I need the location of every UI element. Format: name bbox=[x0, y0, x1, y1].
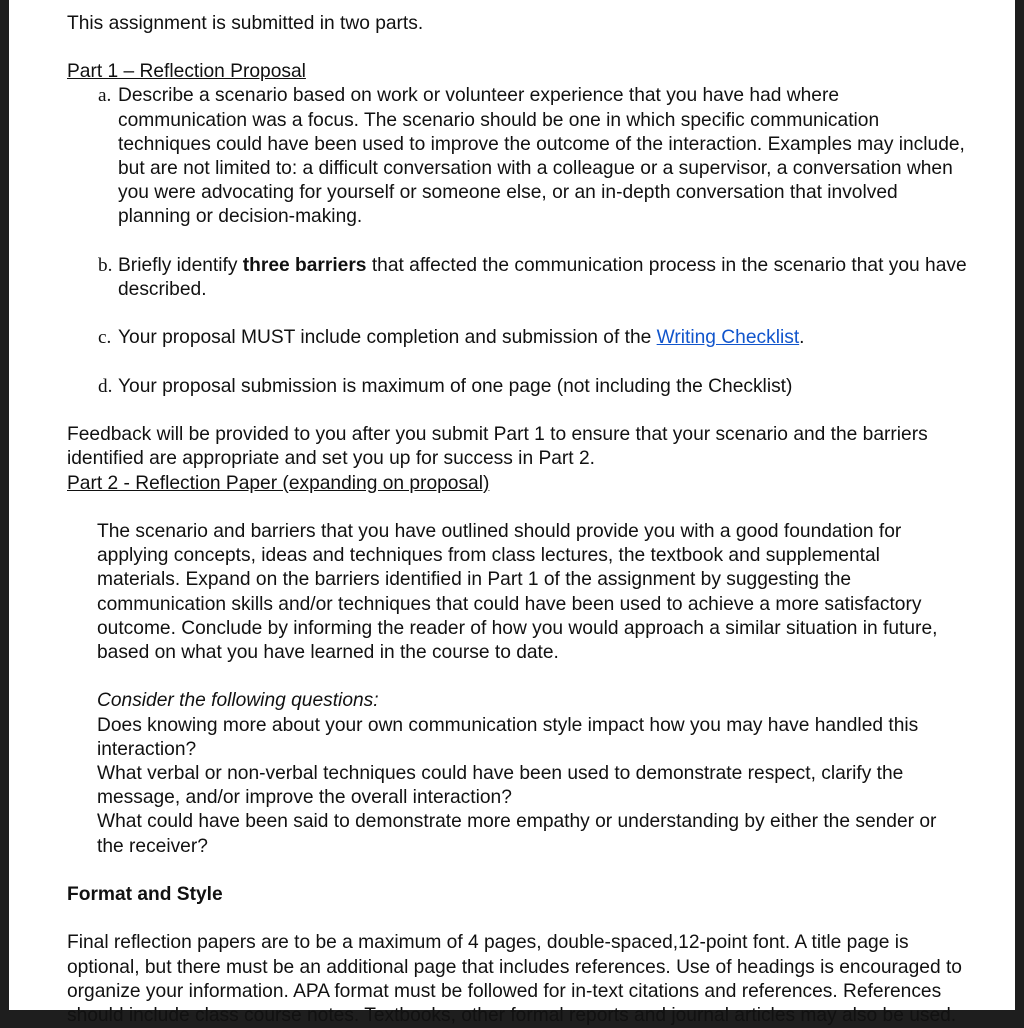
list-item-text: Your proposal submission is maximum of one page (not including the Checklist) bbox=[118, 375, 793, 397]
list-item-text: . bbox=[799, 327, 805, 349]
list-item bbox=[67, 375, 967, 399]
list-item bbox=[67, 84, 967, 229]
part1-heading: Part 1 – Reflection Proposal bbox=[67, 61, 306, 83]
spacer bbox=[97, 665, 967, 689]
writing-checklist-link[interactable]: Writing Checklist bbox=[656, 327, 800, 349]
document-page bbox=[9, 0, 1015, 1026]
list-marker: a. bbox=[98, 85, 112, 107]
format-body: Final reflection papers are to be a maximum of 4 pages, double-spaced,12-point font. A title page is optional, but there must be an additional page that includes references. Use of headings is encouraged to organize your information. APA format must be followed for in-text citations and references. References should include class course notes. Textbooks, other formal reports and journal articles may also be used. bbox=[67, 932, 962, 1026]
question-item: Does knowing more about your own communication style impact how you may have handled this interaction? bbox=[97, 714, 919, 760]
list-item bbox=[67, 326, 967, 350]
list-marker: c. bbox=[98, 327, 112, 349]
list-item-text: that affected the communication process in the scenario that you have described. bbox=[118, 254, 967, 301]
document-body bbox=[67, 12, 967, 1028]
list-marker: d. bbox=[98, 375, 113, 397]
part2-body: The scenario and barriers that you have outlined should provide you with a good foundation for applying concepts, ideas and techniques from class lectures, the textbook and supplemental materials. Expand on the barriers identified in Part 1 of the assignment by suggesting the communication skills and/or techniques that could have been used to achieve a more satisfactory outcome. Conclude by informing the reader of how you would approach a similar situation in future, based on what you have learned in the course to date. bbox=[97, 520, 938, 663]
intro-text: This assignment is submitted in two parts. bbox=[67, 13, 424, 34]
bold-text: three barriers bbox=[242, 254, 367, 276]
spacer bbox=[67, 496, 967, 520]
list-item-text: Your proposal MUST include completion and submission of the bbox=[118, 327, 657, 349]
question-item: What could have been said to demonstrate more empathy or understanding by either the sender or the receiver? bbox=[97, 811, 937, 857]
part2-heading: Part 2 - Reflection Paper (expanding on proposal) bbox=[67, 472, 490, 494]
format-heading: Format and Style bbox=[67, 884, 223, 905]
spacer bbox=[67, 859, 967, 883]
questions-heading-text: Consider the following questions: bbox=[97, 690, 379, 712]
list-item bbox=[67, 254, 967, 302]
part1-list bbox=[67, 84, 967, 399]
spacer bbox=[67, 907, 967, 931]
part2-section bbox=[67, 520, 967, 859]
questions-heading bbox=[97, 689, 967, 713]
feedback-text: Feedback will be provided to you after you submit Part 1 to ensure that your scenario and the barriers identified are appropriate and set you up for success in Part 2. bbox=[67, 424, 928, 470]
list-item-text: Briefly identify bbox=[118, 254, 243, 276]
question-item: What verbal or non-verbal techniques could have been used to demonstrate respect, clarify the message, and/or improve the overall interaction? bbox=[97, 763, 904, 809]
list-item-text: Describe a scenario based on work or volunteer experience that you have had where communication was a focus. The scenario should be one in which specific communication techniques could have been used to improve the outcome of the interaction. Examples may include, but are not limited to: a difficult conversation with a colleague or a supervisor, a conversation when you were advocating for yourself or someone else, or an in-depth conversation that involved planning or decision-making. bbox=[118, 85, 965, 228]
list-marker: b. bbox=[98, 254, 113, 276]
